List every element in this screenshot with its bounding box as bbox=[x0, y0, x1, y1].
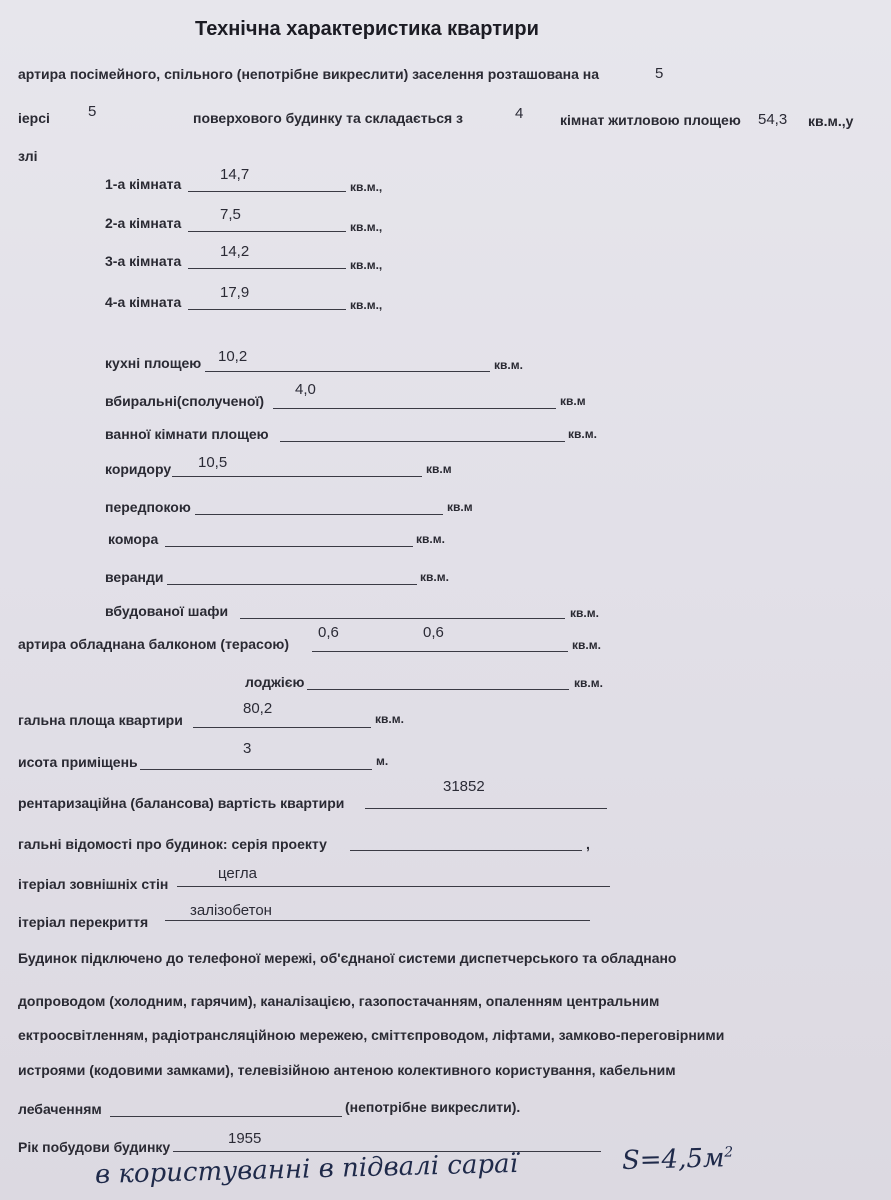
room-2-unit: кв.м., bbox=[350, 220, 383, 234]
paragraph-tail: (непотрібне викреслити). bbox=[345, 1099, 521, 1115]
storage-label: комора bbox=[108, 531, 159, 547]
series-line bbox=[350, 850, 582, 851]
rooms-count-value: 4 bbox=[515, 105, 524, 122]
kitchen-label: кухні площею bbox=[105, 355, 202, 371]
ceiling-line bbox=[165, 920, 590, 921]
paragraph-line-3: ектроосвітленням, радіотрансляційною мережею, сміттєпроводом, ліфтами, замково-переговірними bbox=[18, 1027, 725, 1043]
paragraph-line-4: истроями (кодовими замками), телевізійною антеною колективного користування, кабельним bbox=[18, 1062, 676, 1078]
balcony-value-1: 0,6 bbox=[318, 624, 339, 641]
toilet-unit: кв.м bbox=[560, 394, 586, 408]
hall-label: передпокою bbox=[105, 499, 191, 515]
walls-value: цегла bbox=[218, 865, 258, 882]
corridor-value: 10,5 bbox=[198, 454, 228, 471]
paragraph-line-1: Будинок підключено до телефоної мережі, об'єднаної системи диспетчерського та обладнано bbox=[18, 950, 677, 966]
handwritten-note: в користуванні в підвалі сараї bbox=[94, 1148, 519, 1190]
paragraph-line-5: лебаченням bbox=[18, 1101, 102, 1117]
room-1-unit: кв.м., bbox=[350, 180, 383, 194]
toilet-line bbox=[273, 408, 556, 409]
balcony-unit: кв.м. bbox=[572, 638, 601, 652]
bath-unit: кв.м. bbox=[568, 427, 597, 441]
cost-value: 31852 bbox=[443, 778, 485, 795]
bath-line bbox=[280, 441, 565, 442]
height-value: 3 bbox=[243, 740, 252, 757]
room-3-line bbox=[188, 268, 346, 269]
series-label: гальні відомості про будинок: серія проекту bbox=[18, 836, 327, 852]
height-label: исота приміщень bbox=[18, 754, 138, 770]
series-tail: , bbox=[586, 836, 590, 852]
page-title: Технічна характеристика квартири bbox=[195, 18, 539, 40]
closet-line bbox=[240, 618, 565, 619]
room-1-value: 14,7 bbox=[220, 166, 250, 183]
cost-line bbox=[365, 808, 607, 809]
height-unit: м. bbox=[376, 754, 389, 768]
closet-unit: кв.м. bbox=[570, 606, 599, 620]
balcony-line bbox=[312, 651, 568, 652]
total-area-value: 80,2 bbox=[243, 700, 273, 717]
room-4-unit: кв.м., bbox=[350, 298, 383, 312]
intro-line-2-unit: кв.м.,у bbox=[808, 113, 854, 129]
paragraph-line-2: допроводом (холодним, гарячим), каналізацією, газопостачанням, опаленням центральним bbox=[18, 993, 660, 1009]
intro-line-2-living: кімнат житловою площею bbox=[560, 112, 741, 128]
room-4-line bbox=[188, 309, 346, 310]
intro-line-3: злі bbox=[18, 148, 38, 164]
total-area-unit: кв.м. bbox=[375, 712, 404, 726]
room-3-unit: кв.м., bbox=[350, 258, 383, 272]
room-4-value: 17,9 bbox=[220, 284, 250, 301]
handwritten-area: $S=4,5м^2$ bbox=[621, 1143, 734, 1176]
walls-label: ітеріал зовнішніх стін bbox=[18, 876, 169, 892]
room-1-line bbox=[188, 191, 346, 192]
total-area-label: гальна площа квартири bbox=[18, 712, 183, 728]
balcony-label: артира обладнана балконом (терасою) bbox=[18, 636, 290, 652]
height-line bbox=[140, 769, 372, 770]
room-1-label: 1-а кімната bbox=[105, 176, 182, 192]
intro-line-2-mid: поверхового будинку та складається з bbox=[193, 110, 464, 126]
storage-line bbox=[165, 546, 413, 547]
kitchen-value: 10,2 bbox=[218, 348, 248, 365]
veranda-unit: кв.м. bbox=[420, 570, 449, 584]
walls-line bbox=[177, 886, 610, 887]
living-area-value: 54,3 bbox=[758, 111, 788, 128]
kitchen-unit: кв.м. bbox=[494, 358, 523, 372]
loggia-unit: кв.м. bbox=[574, 676, 603, 690]
room-3-value: 14,2 bbox=[220, 243, 250, 260]
ceiling-label: ітеріал перекриття bbox=[18, 914, 149, 930]
year-value: 1955 bbox=[228, 1130, 262, 1147]
loggia-line bbox=[307, 689, 569, 690]
cost-label: рентаризаційна (балансова) вартість квартири bbox=[18, 795, 345, 811]
room-2-label: 2-а кімната bbox=[105, 215, 182, 231]
intro-line-1: артира посімейного, спільного (непотрібне викреслити) заселення розташована на bbox=[18, 66, 600, 82]
storage-unit: кв.м. bbox=[416, 532, 445, 546]
veranda-line bbox=[167, 584, 417, 585]
floors-total-value: 5 bbox=[88, 103, 97, 120]
loggia-label: лоджією bbox=[245, 674, 305, 690]
closet-label: вбудованої шафи bbox=[105, 603, 229, 619]
room-2-line bbox=[188, 231, 346, 232]
corridor-label: коридору bbox=[105, 461, 172, 477]
balcony-value-2: 0,6 bbox=[423, 624, 444, 641]
paragraph-line-5-blank bbox=[110, 1116, 342, 1117]
year-label: Рік побудови будинку bbox=[18, 1139, 171, 1155]
room-4-label: 4-а кімната bbox=[105, 294, 182, 310]
total-area-line bbox=[193, 727, 371, 728]
corridor-unit: кв.м bbox=[426, 462, 452, 476]
toilet-value: 4,0 bbox=[295, 381, 316, 398]
corridor-line bbox=[172, 476, 422, 477]
room-3-label: 3-а кімната bbox=[105, 253, 182, 269]
intro-line-2-start: іерсі bbox=[18, 110, 50, 126]
veranda-label: веранди bbox=[105, 569, 164, 585]
toilet-label: вбиральні(сполученої) bbox=[105, 393, 264, 409]
hall-unit: кв.м bbox=[447, 500, 473, 514]
bath-label: ванної кімнати площею bbox=[105, 426, 269, 442]
ceiling-value: залізобетон bbox=[190, 902, 272, 919]
hall-line bbox=[195, 514, 443, 515]
room-2-value: 7,5 bbox=[220, 206, 241, 223]
floor-value: 5 bbox=[655, 65, 664, 82]
kitchen-line bbox=[205, 371, 490, 372]
